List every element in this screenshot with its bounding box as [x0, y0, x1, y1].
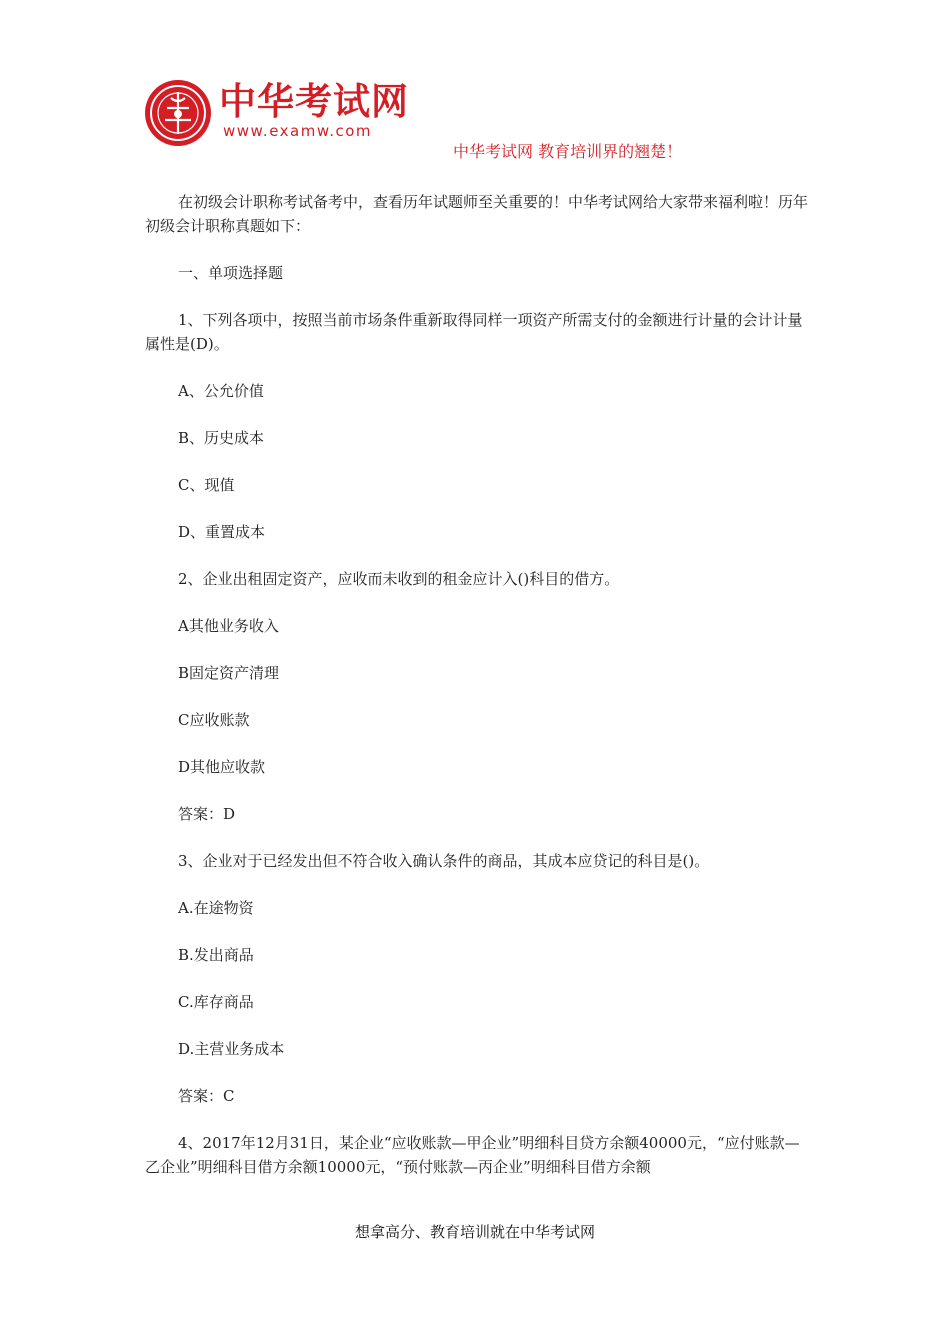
q1-option-d: D、重置成本: [178, 523, 266, 541]
site-logo: [143, 78, 413, 150]
q3-answer: 答案：C: [178, 1087, 235, 1105]
question-1: 1、下列各项中，按照当前市场条件重新取得同样一项资产所需支付的金额进行计量的会计计量属性是(D)。: [145, 311, 803, 353]
q2-option-d: D其他应收款: [178, 758, 266, 776]
question-2: 2、企业出租固定资产，应收而未收到的租金应计入()科目的借方。: [178, 570, 620, 588]
q3-option-a: A.在途物资: [178, 899, 254, 917]
q2-option-a: A其他业务收入: [178, 617, 279, 635]
document-body: [145, 190, 810, 1179]
q2-option-c: C应收账款: [178, 711, 250, 729]
q1-option-c: C、现值: [178, 476, 235, 494]
question-4: 4、2017年12月31日，某企业“应收账款—甲企业”明细科目贷方余额40000元，“应付账款—乙企业”明细科目借方余额10000元，“预付账款—丙企业”明细科目借方余额: [145, 1134, 800, 1176]
logo-text: 中华考试网: [219, 80, 409, 123]
question-3: 3、企业对于已经发出但不符合收入确认条件的商品，其成本应贷记的科目是()。: [178, 852, 710, 870]
q3-option-c: C.库存商品: [178, 993, 254, 1011]
q3-option-d: D.主营业务成本: [178, 1040, 285, 1058]
q1-option-a: A、公允价值: [178, 382, 264, 400]
q1-option-b: B、历史成本: [178, 429, 265, 447]
q3-option-b: B.发出商品: [178, 946, 254, 964]
logo-url: www.examw.com: [223, 122, 373, 140]
footer-text: 想拿高分、教育培训就在中华考试网: [354, 1223, 595, 1241]
q2-option-b: B固定资产清理: [178, 664, 280, 682]
seal-logo-icon: [143, 78, 213, 148]
q2-answer: 答案：D: [178, 805, 236, 823]
header-slogan: 中华考试网 教育培训界的翘楚！: [453, 142, 683, 161]
section-title: 一、单项选择题: [178, 264, 284, 282]
intro-paragraph: 在初级会计职称考试备考中，查看历年试题师至关重要的！中华考试网给大家带来福利啦！历年初级会计职称真题如下：: [145, 193, 809, 235]
